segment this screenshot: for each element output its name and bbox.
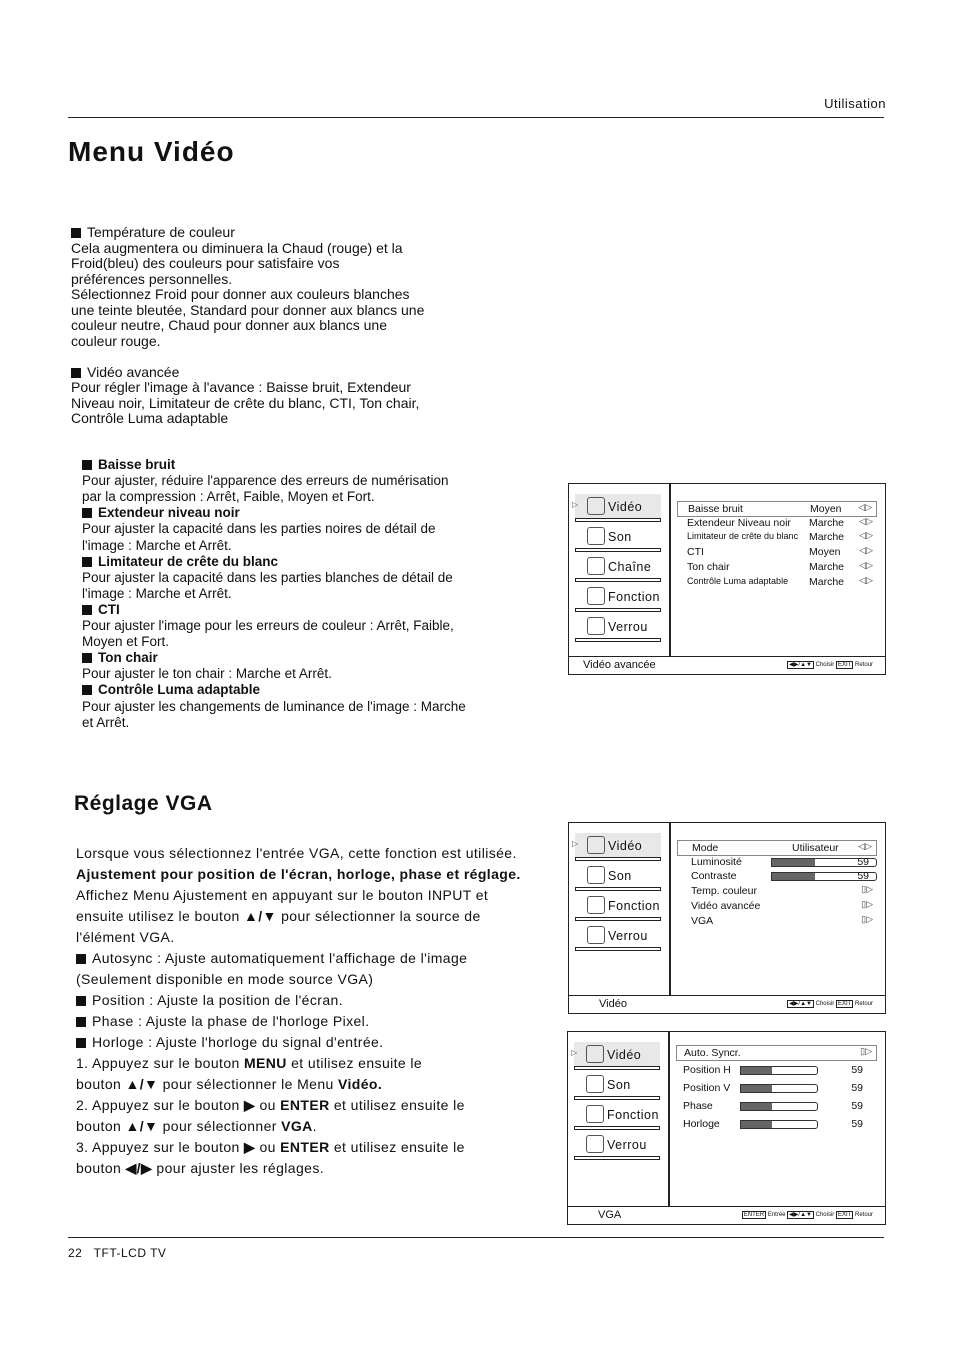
menu-advanced-video-screenshot	[568, 483, 886, 675]
row-value: Marche	[809, 575, 845, 588]
text-line	[82, 715, 129, 730]
text: Pour ajuster les changements de luminance de l'image : Marche	[82, 698, 466, 714]
key-hint: EXIT	[837, 1212, 852, 1218]
sidebar-item-label: Verrou	[607, 1138, 647, 1152]
video-icon	[587, 497, 605, 515]
sidebar-item-label: Son	[607, 1078, 631, 1092]
left-right-arrows-icon: ◁▷	[859, 559, 873, 570]
text: une teinte bleutée, Standard pour donner aux blancs une	[71, 301, 425, 318]
key-hint: Entrée	[767, 1212, 786, 1218]
text: Horloge : Ajuste l'horloge du signal d'entrée.	[92, 1034, 384, 1050]
sidebar-item-verrou	[574, 1132, 660, 1156]
menu-row	[677, 516, 877, 530]
text: Pour ajuster l'image pour les erreurs de couleur : Arrêt, Faible,	[82, 618, 454, 633]
sidebar-item-label: Fonction	[607, 1108, 659, 1122]
function-icon	[587, 896, 605, 914]
row-label: Mode	[692, 842, 719, 854]
function-icon	[587, 587, 605, 605]
text: Température de couleur	[87, 224, 235, 240]
text: (Seulement disponible en mode source VGA)	[76, 971, 374, 987]
sidebar-item-video	[572, 494, 661, 518]
row-label: Horloge	[683, 1118, 720, 1130]
text: par la compression : Arrêt, Faible, Moyen et Fort.	[82, 489, 375, 505]
text: 2. Appuyez sur le bouton	[76, 1097, 244, 1113]
sidebar-item-fonction	[575, 893, 661, 917]
bold-text: Vidéo.	[338, 1076, 383, 1092]
level-bar	[740, 1120, 818, 1129]
row-label: VGA	[691, 914, 714, 927]
lock-icon	[587, 617, 605, 635]
row-label: Contrôle Luma adaptable	[687, 575, 789, 586]
bold-text: ▲/▼	[244, 908, 277, 924]
bold-text: Ton chair	[98, 650, 158, 666]
text: et utilisez ensuite le	[286, 1055, 423, 1071]
text-line	[71, 302, 424, 318]
key-hint: ◀▶/▲▼	[789, 662, 812, 668]
sidebar-item-label: Fonction	[608, 899, 660, 913]
text-line	[71, 286, 410, 302]
bold-text: Contrôle Luma adaptable	[98, 682, 261, 698]
bold-text: ◀/▶	[125, 1160, 153, 1176]
text-line	[76, 971, 373, 987]
text: pour sélectionner le Menu	[158, 1076, 339, 1092]
video-icon	[586, 1045, 604, 1063]
text: pour sélectionner la source de	[276, 908, 481, 924]
text-line	[82, 650, 158, 665]
text-line	[82, 618, 454, 633]
menu-footer	[569, 995, 885, 1013]
text-line	[82, 602, 120, 617]
sidebar-item-verrou	[575, 614, 661, 638]
menu-row	[677, 914, 877, 928]
text: Pour ajuster le ton chair : Marche et Arrêt.	[82, 666, 332, 682]
text: pour sélectionner	[158, 1118, 282, 1134]
text-line	[82, 699, 466, 714]
sidebar-item-underline	[575, 947, 661, 951]
menu-vga-screenshot	[567, 1031, 886, 1225]
bullet-square-icon	[76, 954, 86, 964]
bullet-square-icon	[76, 1038, 86, 1048]
text-line	[76, 929, 175, 945]
text-line	[76, 887, 488, 903]
sidebar-item-underline	[575, 857, 661, 861]
level-bar	[740, 1084, 818, 1093]
bullet-square-icon	[82, 605, 92, 615]
sidebar-item-label: Verrou	[608, 620, 648, 634]
row-label: Position H	[683, 1064, 731, 1076]
text: et Arrêt.	[82, 714, 130, 730]
text-line	[82, 473, 449, 488]
selected-arrow-icon: ▷	[572, 500, 579, 509]
menu-row	[677, 855, 877, 869]
bold-text: VGA	[281, 1118, 313, 1134]
text: couleur neutre, Chaud pour donner aux blancs une	[71, 317, 387, 333]
level-bar-fill	[772, 873, 815, 880]
menu-row	[677, 530, 877, 544]
row-label: Contraste	[691, 870, 737, 883]
text: bouton	[76, 1160, 126, 1176]
level-bar	[740, 1066, 818, 1075]
bold-text: ▶	[244, 1139, 256, 1155]
row-label: Position V	[683, 1082, 731, 1094]
menu-row	[677, 575, 877, 589]
text-line	[82, 521, 435, 536]
footer-label: Vidéo avancée	[583, 659, 656, 671]
sidebar-item-label: Son	[608, 869, 632, 883]
sidebar-item-underline	[574, 1156, 660, 1160]
text: 3. Appuyez sur le bouton	[76, 1139, 244, 1155]
text-line	[76, 1160, 324, 1177]
enter-submenu-icon: ▯▷	[861, 898, 873, 909]
level-bar	[740, 1102, 818, 1111]
bold-text: ENTER	[280, 1097, 330, 1113]
page-footer	[68, 1246, 166, 1260]
text: ou	[255, 1139, 281, 1155]
section-label: Utilisation	[824, 96, 886, 111]
text: ou	[255, 1097, 281, 1113]
text-line	[71, 255, 339, 271]
text-line	[71, 224, 235, 240]
text: Pour ajuster la capacité dans les parties blanches de détail de	[82, 569, 453, 585]
bold-text: Limitateur de crête du blanc	[98, 553, 279, 569]
text-line	[71, 271, 232, 287]
menu-row	[676, 1117, 877, 1131]
sidebar-item-son	[575, 524, 661, 548]
text: préférences personnelles.	[71, 270, 233, 287]
key-hints	[787, 661, 873, 668]
bold-text: ENTER	[280, 1139, 330, 1155]
key-hint: Retour	[854, 662, 873, 668]
row-label: Baisse bruit	[688, 503, 743, 515]
left-right-arrows-icon: ◁▷	[859, 545, 873, 556]
selected-arrow-icon: ▷	[571, 1048, 578, 1057]
bullet-square-icon	[82, 460, 92, 470]
left-right-arrows-icon: ◁▷	[859, 515, 873, 526]
text-line	[82, 682, 260, 697]
sound-icon	[586, 1075, 604, 1093]
menu-row	[676, 1045, 877, 1061]
text: et utilisez ensuite le	[329, 1097, 465, 1113]
bullet-square-icon	[82, 557, 92, 567]
lock-icon	[587, 926, 605, 944]
level-bar-fill	[772, 859, 815, 866]
left-right-arrows-icon: ◁▷	[859, 530, 873, 541]
menu-row	[677, 545, 877, 559]
menu-row	[677, 899, 877, 913]
page-number: 22	[68, 1246, 83, 1260]
text: couleur rouge.	[71, 332, 161, 349]
key-hint: Retour	[854, 1212, 873, 1218]
bold-text: ▲/▼	[125, 1118, 159, 1134]
text-line	[76, 1118, 317, 1134]
text: et utilisez ensuite le	[329, 1139, 465, 1155]
row-label: Phase	[683, 1100, 713, 1112]
text-line	[76, 845, 517, 861]
left-right-arrows-icon: ◁▷	[858, 502, 872, 512]
text: Phase : Ajuste la phase de l'horloge Pixel.	[92, 1013, 370, 1029]
sidebar-item-label: Fonction	[608, 590, 660, 604]
row-label: Auto. Syncr.	[684, 1047, 741, 1059]
key-hints	[787, 1000, 873, 1007]
bullet-square-icon	[71, 228, 81, 238]
text: Sélectionnez Froid pour donner aux couleurs blanches	[71, 286, 410, 302]
bullet-square-icon	[82, 685, 92, 695]
row-value: 59	[851, 1064, 863, 1076]
row-label: Temp. couleur	[691, 885, 757, 898]
text: Affichez Menu Ajustement en appuyant sur le bouton INPUT et	[76, 887, 489, 903]
sidebar-item-underline	[575, 548, 661, 552]
key-hints	[742, 1211, 873, 1218]
text: Pour ajuster la capacité dans les parties noires de détail de	[82, 521, 436, 537]
row-label: Luminosité	[691, 855, 742, 868]
sidebar-item-fonction	[574, 1102, 660, 1126]
bold-text: Ajustement pour position de l'écran, horloge, phase et réglage.	[76, 866, 521, 882]
menu-sidebar	[569, 823, 671, 995]
menu-row	[676, 1081, 877, 1095]
row-label: CTI	[687, 546, 704, 559]
text-line	[76, 866, 521, 882]
bullet-square-icon	[82, 653, 92, 663]
text-line	[76, 950, 467, 966]
sidebar-item-underline	[575, 887, 661, 891]
sound-icon	[587, 866, 605, 884]
row-value: 59	[851, 1118, 863, 1130]
sidebar-item-underline	[575, 917, 661, 921]
text: Vidéo avancée	[87, 363, 180, 380]
text: bouton	[76, 1076, 126, 1092]
sidebar-item-son	[574, 1072, 660, 1096]
bold-text: ▶	[244, 1097, 256, 1113]
text: pour ajuster les réglages.	[152, 1160, 325, 1176]
text: Froid(bleu) des couleurs pour satisfaire vos	[71, 255, 340, 271]
text-line	[82, 634, 169, 649]
sound-icon	[587, 527, 605, 545]
vga-title: Réglage VGA	[74, 792, 213, 815]
sidebar-item-underline	[575, 608, 661, 612]
text: 1. Appuyez sur le bouton	[76, 1055, 244, 1071]
text: l'image : Marche et Arrêt.	[82, 537, 232, 553]
enter-submenu-icon: ▯▷	[860, 1046, 872, 1056]
key-hint: ◀▶/▲▼	[789, 1001, 812, 1007]
text: Pour ajuster, réduire l'apparence des erreurs de numérisation	[82, 473, 449, 489]
row-value: 59	[851, 1100, 863, 1112]
text-line	[71, 333, 161, 349]
text: Autosync : Ajuste automatiquement l'affichage de l'image	[92, 950, 468, 966]
sidebar-item-label: Son	[608, 530, 632, 544]
text-line	[76, 1055, 422, 1071]
level-bar-fill	[741, 1121, 772, 1128]
menu-row	[676, 1099, 877, 1113]
menu-row	[677, 560, 877, 574]
bold-text: ▲/▼	[125, 1076, 159, 1092]
level-bar-fill	[741, 1067, 772, 1074]
menu-row	[677, 501, 877, 517]
text-line	[71, 395, 419, 411]
text-line	[82, 570, 453, 585]
row-value: Moyen	[810, 503, 842, 515]
text-line	[82, 489, 375, 504]
sidebar-item-chaine	[575, 554, 661, 578]
text: Moyen et Fort.	[82, 634, 170, 650]
bullet-square-icon	[76, 1017, 86, 1027]
sidebar-item-label: Chaîne	[608, 560, 652, 574]
text-line	[71, 410, 228, 426]
footer-label: Vidéo	[599, 998, 627, 1010]
sidebar-item-underline	[575, 578, 661, 582]
header-divider	[68, 117, 884, 118]
sidebar-item-fonction	[575, 584, 661, 608]
sidebar-item-underline	[574, 1096, 660, 1100]
bold-text: MENU	[244, 1055, 287, 1071]
text: l'élément VGA.	[76, 929, 175, 945]
row-label: Ton chair	[687, 560, 730, 573]
video-icon	[587, 836, 605, 854]
text-line	[82, 457, 175, 472]
product-name: TFT-LCD TV	[93, 1246, 167, 1260]
text: ensuite utilisez le bouton	[76, 908, 245, 924]
key-hint: EXIT	[837, 1001, 852, 1007]
bold-text: CTI	[98, 601, 120, 617]
left-right-arrows-icon: ◁▷	[859, 574, 873, 585]
row-value: Marche	[809, 531, 845, 544]
lock-icon	[586, 1135, 604, 1153]
row-value: Marche	[809, 516, 845, 529]
text-line	[71, 240, 403, 256]
footer-divider	[68, 1237, 884, 1238]
bullet-square-icon	[76, 996, 86, 1006]
text: Lorsque vous sélectionnez l'entrée VGA, cette fonction est utilisée.	[76, 845, 517, 861]
key-hint: Choisir	[815, 1212, 835, 1218]
key-hint: EXIT	[837, 662, 852, 668]
menu-row	[677, 840, 877, 856]
text-line	[76, 1013, 370, 1029]
function-icon	[586, 1105, 604, 1123]
row-label: Vidéo avancée	[691, 899, 761, 912]
sidebar-item-video	[572, 833, 661, 857]
sidebar-item-label: Vidéo	[608, 839, 643, 853]
sidebar-item-underline	[574, 1126, 660, 1130]
row-label: Extendeur Niveau noir	[687, 516, 791, 529]
sidebar-item-underline	[574, 1066, 660, 1070]
text: Cela augmentera ou diminuera la Chaud (rouge) et la	[71, 239, 403, 256]
bold-text: Extendeur niveau noir	[98, 505, 240, 521]
text: Niveau noir, Limitateur de crête du blanc, CTI, Ton chair,	[71, 394, 420, 411]
sidebar-item-son	[575, 863, 661, 887]
text-line	[76, 1097, 465, 1114]
text: bouton	[76, 1118, 126, 1134]
bold-text: Baisse bruit	[98, 457, 176, 472]
level-bar-fill	[741, 1103, 772, 1110]
text-line	[76, 1076, 382, 1092]
text-line	[76, 1034, 383, 1050]
row-value: Marche	[809, 560, 845, 573]
menu-video-screenshot	[568, 822, 886, 1014]
menu-footer	[569, 656, 885, 674]
page-title: Menu Vidéo	[68, 136, 235, 167]
text-line	[76, 1139, 465, 1156]
row-value: Utilisateur	[792, 842, 839, 854]
text-line	[71, 379, 411, 395]
key-hint: ◀▶/▲▼	[789, 1212, 812, 1218]
key-hint: Choisir	[815, 1001, 835, 1007]
level-bar-fill	[741, 1085, 772, 1092]
text-line	[82, 586, 232, 601]
menu-sidebar	[568, 1032, 670, 1206]
row-value: 59	[851, 1082, 863, 1094]
text-line	[76, 992, 343, 1008]
sidebar-item-video	[571, 1042, 660, 1066]
text: l'image : Marche et Arrêt.	[82, 585, 232, 601]
text-line	[71, 317, 387, 333]
row-label: Limitateur de crête du blanc	[687, 531, 799, 542]
footer-label: VGA	[598, 1209, 622, 1221]
text-line	[82, 538, 232, 553]
key-hint: Retour	[854, 1001, 873, 1007]
enter-submenu-icon: ▯▷	[861, 884, 873, 895]
row-value: Moyen	[809, 546, 841, 559]
text: Pour régler l'image à l'avance : Baisse bruit, Extendeur	[71, 379, 411, 395]
menu-sidebar	[569, 484, 671, 656]
sidebar-item-underline	[575, 638, 661, 642]
text-line	[82, 554, 278, 569]
menu-row	[677, 869, 877, 883]
sidebar-item-label: Vidéo	[607, 1048, 642, 1062]
channel-icon	[587, 557, 605, 575]
sidebar-item-verrou	[575, 923, 661, 947]
text-line	[82, 505, 240, 520]
text: Contrôle Luma adaptable	[71, 410, 229, 426]
enter-submenu-icon: ▯▷	[861, 913, 873, 924]
row-value: 59	[857, 855, 869, 868]
left-right-arrows-icon: ◁▷	[858, 841, 872, 851]
menu-footer	[568, 1206, 885, 1224]
text-line	[76, 908, 481, 924]
menu-row	[676, 1063, 877, 1077]
text-line	[71, 364, 179, 380]
key-hint: Choisir	[815, 662, 835, 668]
key-hint: ENTER	[743, 1212, 765, 1218]
sidebar-item-label: Verrou	[608, 929, 648, 943]
text: Position : Ajuste la position de l'écran.	[92, 992, 343, 1008]
sidebar-item-underline	[575, 518, 661, 522]
text-line	[82, 666, 332, 681]
sidebar-item-label: Vidéo	[608, 500, 643, 514]
row-value: 59	[857, 870, 869, 883]
text: .	[312, 1118, 317, 1134]
selected-arrow-icon: ▷	[572, 839, 579, 848]
bullet-square-icon	[82, 508, 92, 518]
bullet-square-icon	[71, 368, 81, 378]
menu-row	[677, 884, 877, 898]
